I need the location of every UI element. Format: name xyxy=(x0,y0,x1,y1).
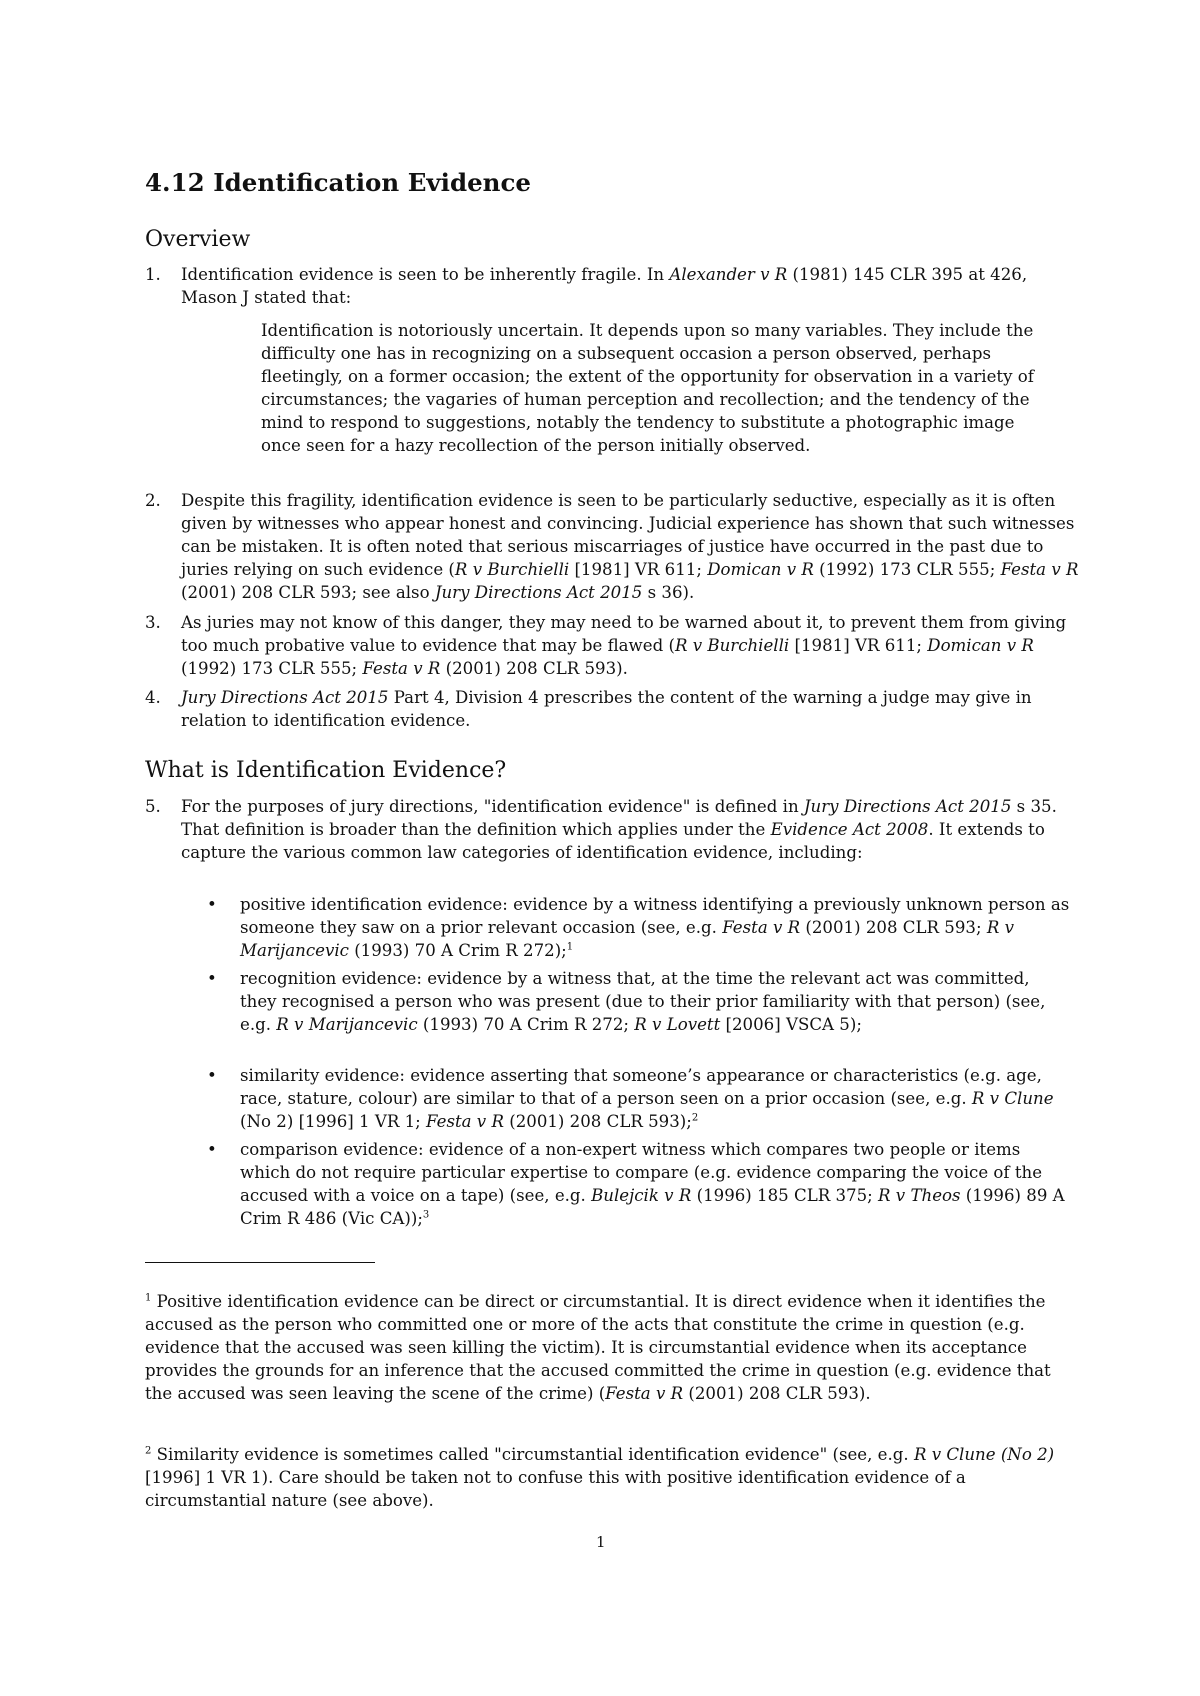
list-number: 2. xyxy=(145,491,161,510)
list-item: similarity evidence: evidence asserting that someone’s appearance or characteristics (e.g. age, race, stature, colour) are similar to that of a person seen on a prior occasion (see, e.g. R v Clune (No 2) [1996] 1 VR 1; Festa v R (2001) 208 CLR 593);$^2$ xyxy=(240,1066,1054,1131)
list-number: 3. xyxy=(145,613,161,632)
footnote-ref: 1 xyxy=(566,941,574,953)
list-item: positive identification evidence: evidence by a witness identifying a previously unknown person as someone they saw on a prior relevant occasion (see, e.g. Festa v R (2001) 208 CLR 593; R v Marijancevic (1993) 70 A Crim R 272);$^1$ xyxy=(240,895,1070,960)
list-item: recognition evidence: evidence by a witness that, at the time the relevant act was committed, they recognised a person who was present (due to their prior familiarity with that person) (see, e.g. R v Marijancevic (1993) 70 A Crim R 272; R v Lovett [2006] VSCA 5); xyxy=(240,969,1046,1034)
paragraph-2: Despite this fragility, identification evidence is seen to be particularly seductive, especially as it is often given by witnesses who appear honest and convincing. Judicial experience has shown that such witnesses can be mistaken. It is often noted that serious miscarriages of justice have occurred in the past due to juries relying on such evidence (R v Burchielli [1981] VR 611; Domican v R (1992) 173 CLR 555; Festa v R (2001) 208 CLR 593; see also Jury Directions Act 2015 s 36). xyxy=(181,491,1079,602)
footnote-1: $^1$ Positive identification evidence can be direct or circumstantial. It is direct evidence when it identifies the accused as the person who committed one or more of the acts that constitute the crime in question (e.g. evidence that the accused was seen killing the victim). It is circumstantial evidence when its acceptance provides the grounds for an inference that the accused committed the crime in question (e.g. evidence that the accused was seen leaving the scene of the crime) (Festa v R (2001) 208 CLR 593). xyxy=(145,1292,1051,1403)
footnote-mark: 1 xyxy=(145,1292,152,1304)
section-heading-overview: Overview xyxy=(145,227,251,252)
footnote-separator xyxy=(145,1262,375,1263)
page-title: 4.12 Identification Evidence xyxy=(145,168,531,197)
footnote-ref: 2 xyxy=(691,1112,699,1124)
list-number: 4. xyxy=(145,688,161,707)
section-heading-what-is: What is Identification Evidence? xyxy=(145,758,507,783)
page-number: 1 xyxy=(596,1533,606,1551)
paragraph-3: As juries may not know of this danger, they may need to be warned about it, to prevent them from giving too much probative value to evidence that may be flawed (R v Burchielli [1981] VR 611; Domican v R (1992) 173 CLR 555; Festa v R (2001) 208 CLR 593). xyxy=(181,613,1067,678)
footnote-mark: 2 xyxy=(145,1445,152,1457)
paragraph-4: Jury Directions Act 2015 Part 4, Division 4 prescribes the content of the warning a judge may give in relation to identification evidence. xyxy=(181,688,1032,730)
bullet-icon: • xyxy=(207,969,217,988)
footnote-ref: 3 xyxy=(422,1209,430,1221)
bullet-icon: • xyxy=(207,895,217,914)
list-number: 5. xyxy=(145,797,161,816)
block-quote: Identification is notoriously uncertain. It depends upon so many variables. They include the difficulty one has in recognizing on a subsequent occasion a person observed, perhaps fleetingly, on a former occasion; the extent of the opportunity for observation in a variety of circumstances; the vagaries of human perception and recollection; and the tendency of the mind to respond to suggestions, notably the tendency to substitute a photographic image once seen for a hazy recollection of the person initially observed. xyxy=(261,321,1034,455)
bullet-icon: • xyxy=(207,1140,217,1159)
paragraph-1: Identification evidence is seen to be inherently fragile. In Alexander v R (1981) 145 CLR 395 at 426, Mason J stated that: xyxy=(181,265,1028,307)
footnote-2: $^2$ Similarity evidence is sometimes called "circumstantial identification evidence" (see, e.g. R v Clune (No 2) [1996] 1 VR 1). Care should be taken not to confuse this with positive identification evidence of a circumstantial nature (see above). xyxy=(145,1445,1055,1510)
list-item: comparison evidence: evidence of a non-expert witness which compares two people or items which do not require particular expertise to compare (e.g. evidence comparing the voice of the accused with a voice on a tape) (see, e.g. Bulejcik v R (1996) 185 CLR 375; R v Theos (1996) 89 A Crim R 486 (Vic CA));$^3$ xyxy=(240,1140,1065,1228)
bullet-icon: • xyxy=(207,1066,217,1085)
list-number: 1. xyxy=(145,265,161,284)
paragraph-5: For the purposes of jury directions, "identification evidence" is defined in Jury Directions Act 2015 s 35. That definition is broader than the definition which applies under the Evidence Act 2008. It extends to capture the various common law categories of identification evidence, including: xyxy=(181,797,1057,862)
